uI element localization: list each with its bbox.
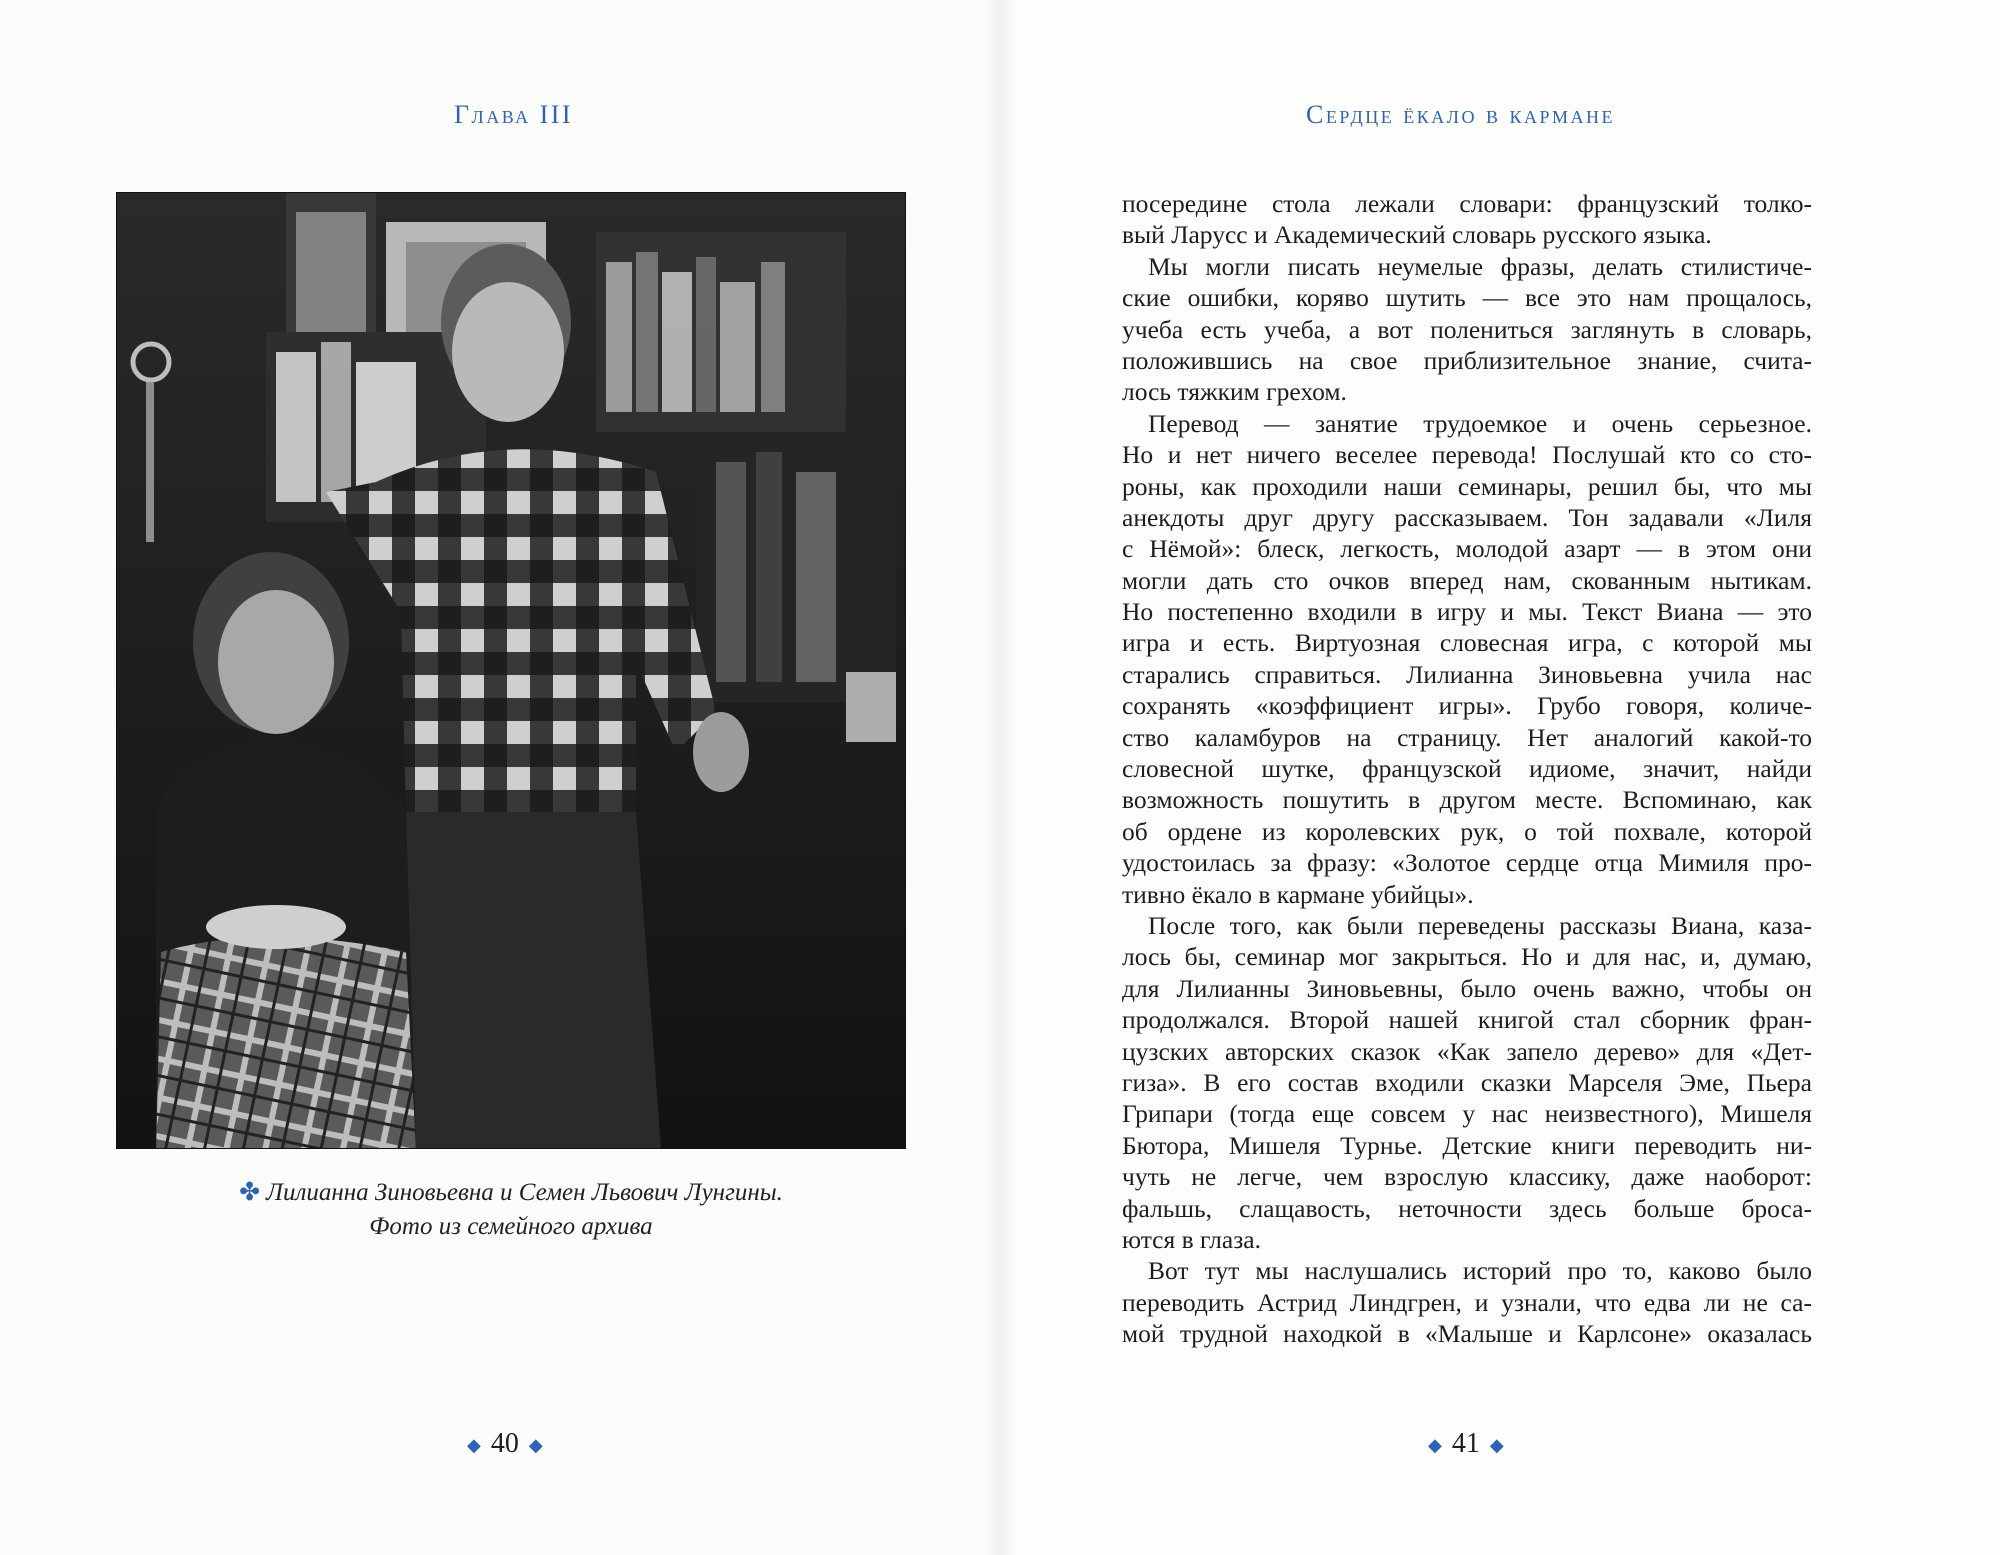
caption-line-1 <box>116 1176 906 1210</box>
text-line: об ордене из королевских рук, о той похвале, которой <box>1122 816 1812 846</box>
running-head-left: Глава III <box>454 100 574 129</box>
text-line: переводить Астрид Линдгрен, и узнали, что едва ли не са- <box>1122 1287 1812 1317</box>
text-line: посередине стола лежали словари: французский толко- <box>1122 189 1812 218</box>
text-line: Бютора, Мишеля Турнье. Детские книги переводить ни- <box>1122 1130 1812 1160</box>
text-line: для Лилианны Зиновьевны, было очень важно, чтобы он <box>1122 973 1812 1003</box>
text-line: ются в глаза. <box>1122 1224 1261 1254</box>
diamond-ornament-icon: ◆ <box>1428 1435 1442 1456</box>
diamond-ornament-icon: ◆ <box>1489 1435 1504 1456</box>
text-line: продолжался. Второй нашей книгой стал сборник фран- <box>1122 1005 1812 1035</box>
page-number-left-value: 40 <box>490 1428 519 1459</box>
text-line: роны, как проходили наши семинары, решил бы, что мы <box>1122 471 1812 501</box>
text-line: тивно ёкало в кармане убийцы». <box>1122 879 1474 909</box>
text-line: Но постепенно входили в игру и мы. Текст Виана — это <box>1122 597 1812 627</box>
text-line: словесной шутке, французской идиоме, значит, найди <box>1122 754 1812 784</box>
text-line: гиза». В его состав входили сказки Марселя Эме, Пьера <box>1122 1067 1812 1097</box>
right-page <box>1000 0 2000 1555</box>
page-number-left <box>457 1428 553 1460</box>
archival-photo <box>116 192 906 1149</box>
text-line: Мы могли писать неумелые фразы, делать стилистиче- <box>1148 251 1812 281</box>
diamond-ornament-icon: ◆ <box>467 1435 481 1456</box>
photo-caption <box>116 1176 906 1244</box>
text-line: вый Ларусс и Академический словарь русского языка. <box>1122 220 1712 250</box>
body-text <box>1122 188 1812 1349</box>
fleur-ornament-icon: ✤ <box>239 1179 261 1206</box>
text-line: игра и есть. Виртуозная словесная игра, с которой мы <box>1122 628 1812 658</box>
text-line: лось бы, семинар мог закрыться. Но и для нас, и, думаю, <box>1122 942 1812 972</box>
text-line: Грипари (тогда еще совсем у нас неизвестного), Мишеля <box>1122 1099 1812 1129</box>
caption-line-2: Фото из семейного архива <box>369 1213 653 1240</box>
text-line: учеба есть учеба, а вот полениться заглянуть в словарь, <box>1122 314 1812 344</box>
text-line: положившись на свое приблизительное знание, счита- <box>1122 345 1812 375</box>
photo-image <box>116 192 906 1149</box>
text-line: лось тяжким грехом. <box>1122 377 1347 407</box>
text-line: фальшь, слащавость, неточности здесь больше броса- <box>1122 1193 1812 1223</box>
text-line: чуть не легче, чем взрослую классику, даже наоборот: <box>1122 1162 1812 1192</box>
text-line: цузских авторских сказок «Как запело дерево» для «Дет- <box>1122 1036 1812 1066</box>
text-line: удостоилась за фразу: «Золотое сердце отца Мимиля про- <box>1122 848 1812 878</box>
caption-text-1: Лилианна Зиновьевна и Семен Львович Лунгины. <box>266 1179 783 1206</box>
text-line: могли дать сто очков вперед нам, скованным нытикам. <box>1122 565 1812 595</box>
text-line: Вот тут мы наслушались историй про то, каково было <box>1148 1256 1812 1286</box>
diamond-ornament-icon: ◆ <box>528 1435 543 1456</box>
text-line: ство каламбуров на страницу. Нет аналогий какой-то <box>1122 722 1812 752</box>
text-line: анекдоты друг другу рассказываем. Тон задавали «Лиля <box>1122 502 1812 532</box>
text-line: ские ошибки, коряво шутить — все это нам прощалось, <box>1122 283 1812 313</box>
book-gutter <box>985 0 1015 1555</box>
text-line: возможность пошутить в другом месте. Вспоминаю, как <box>1122 785 1812 815</box>
page-number-right <box>1418 1428 1514 1460</box>
text-line: Но и нет ничего веселее перевода! Послушай кто со сто- <box>1122 440 1812 470</box>
page-number-right-value: 41 <box>1451 1428 1480 1459</box>
running-head-right: Сердце ёкало в кармане <box>1306 100 1615 129</box>
text-line: с Нёмой»: блеск, легкость, молодой азарт — в этом они <box>1122 534 1812 564</box>
text-line: После того, как были переведены рассказы Виана, каза- <box>1148 910 1812 940</box>
text-line: старались справиться. Лилианна Зиновьевна учила нас <box>1122 659 1812 689</box>
text-line: Перевод — занятие трудоемкое и очень серьезное. <box>1148 408 1812 438</box>
text-line: сохранять «коэффициент игры». Грубо говоря, количе- <box>1122 691 1812 721</box>
text-line: мой трудной находкой в «Малыше и Карлсоне» оказалась <box>1122 1319 1812 1349</box>
